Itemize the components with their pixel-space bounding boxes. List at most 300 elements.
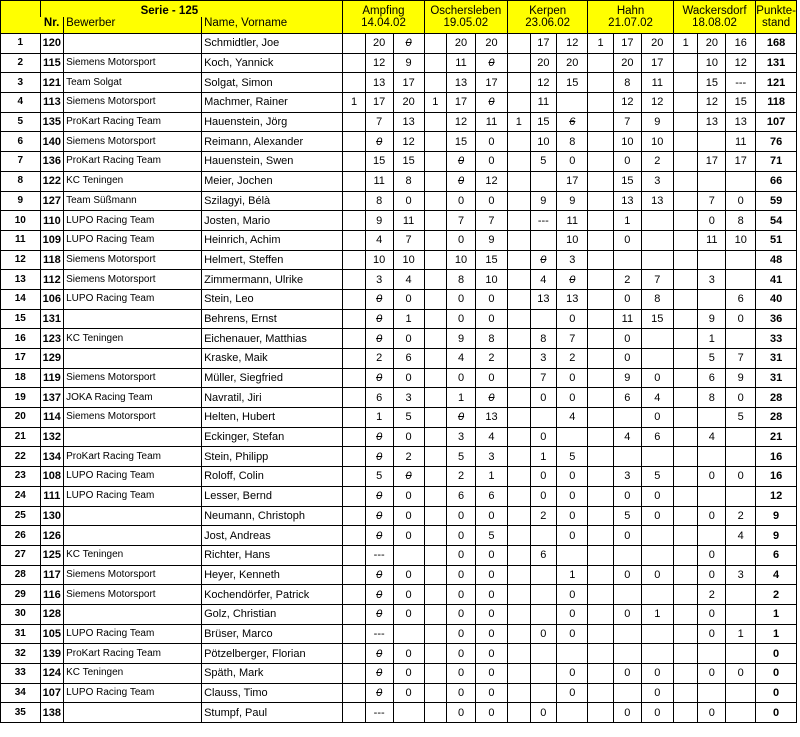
result-cell (588, 545, 614, 565)
result-cell (613, 624, 641, 644)
result-cell (613, 683, 641, 703)
result-cell (530, 230, 557, 250)
result-cell: 0 (557, 309, 588, 329)
result-cell (424, 565, 446, 585)
result-cell (673, 664, 698, 684)
result-cell (588, 526, 614, 546)
result-cell: 8 (475, 329, 507, 349)
result-cell (726, 427, 756, 447)
total-points-cell: 2 (756, 585, 797, 605)
driver-name-cell: Hauenstein, Swen (202, 152, 343, 172)
result-cell (343, 152, 365, 172)
result-cell: 3 (641, 171, 673, 191)
position-cell: 4 (1, 93, 41, 113)
result-cell: 3 (393, 388, 424, 408)
result-cell (673, 604, 698, 624)
position-cell: 20 (1, 408, 41, 428)
result-cell (557, 545, 588, 565)
result-cell: 9 (365, 211, 393, 231)
result-cell (673, 447, 698, 467)
result-cell: 1 (447, 388, 476, 408)
result-cell: 1 (343, 93, 365, 113)
team-cell: Siemens Motorsport (64, 93, 202, 113)
team-cell (64, 604, 202, 624)
result-cell: 0 (557, 152, 588, 172)
result-cell (588, 309, 614, 329)
result-cell: 12 (726, 53, 756, 73)
result-cell (698, 486, 726, 506)
result-cell (508, 270, 530, 290)
result-cell (588, 683, 614, 703)
result-cell: 1 (588, 34, 614, 54)
table-row (1, 545, 797, 565)
total-points-cell: 51 (756, 230, 797, 250)
result-cell: 6 (613, 388, 641, 408)
table-row (1, 664, 797, 684)
result-cell: 8 (613, 73, 641, 93)
result-cell (673, 624, 698, 644)
result-cell (343, 683, 365, 703)
result-cell (673, 565, 698, 585)
result-cell (673, 349, 698, 369)
start-number-cell: 118 (40, 250, 64, 270)
table-row (1, 289, 797, 309)
result-cell (588, 329, 614, 349)
result-cell (588, 171, 614, 191)
position-cell: 13 (1, 270, 41, 290)
result-cell (588, 565, 614, 585)
result-cell (424, 132, 446, 152)
result-cell (343, 211, 365, 231)
driver-name-cell: Eckinger, Stefan (202, 427, 343, 447)
result-cell (588, 585, 614, 605)
result-cell (673, 309, 698, 329)
header-row-top (1, 1, 797, 18)
result-cell: 0 (447, 565, 476, 585)
result-cell: 0 (557, 467, 588, 487)
result-cell (613, 250, 641, 270)
result-cell (673, 329, 698, 349)
result-cell (588, 132, 614, 152)
result-cell (424, 309, 446, 329)
result-cell: 20 (447, 34, 476, 54)
total-points-cell: 1 (756, 624, 797, 644)
table-row (1, 388, 797, 408)
result-cell (530, 664, 557, 684)
result-cell: 13 (698, 112, 726, 132)
result-cell (508, 329, 530, 349)
table-row (1, 703, 797, 723)
result-cell (588, 467, 614, 487)
result-cell (698, 526, 726, 546)
result-cell: 10 (557, 230, 588, 250)
start-number-cell: 111 (40, 486, 64, 506)
team-cell: JOKA Racing Team (64, 388, 202, 408)
result-cell: 0 (475, 683, 507, 703)
result-cell: 0 (557, 604, 588, 624)
result-cell (698, 408, 726, 428)
result-cell: 0 (393, 585, 424, 605)
event-date-hahn: 21.07.02 (588, 17, 674, 34)
start-number-cell: 127 (40, 191, 64, 211)
result-cell: 0 (726, 664, 756, 684)
result-cell (424, 112, 446, 132)
result-cell: 1 (613, 211, 641, 231)
result-cell: 7 (641, 270, 673, 290)
position-cell: 5 (1, 112, 41, 132)
start-number-cell: 106 (40, 289, 64, 309)
table-row (1, 644, 797, 664)
result-cell (343, 427, 365, 447)
result-cell: 2 (393, 447, 424, 467)
team-cell (64, 506, 202, 526)
result-cell: 13 (475, 408, 507, 428)
result-cell: 4 (726, 526, 756, 546)
start-number-cell: 125 (40, 545, 64, 565)
result-cell (508, 664, 530, 684)
result-cell: 16 (726, 34, 756, 54)
table-row (1, 486, 797, 506)
result-cell: 20 (698, 34, 726, 54)
result-cell: 20 (530, 53, 557, 73)
result-cell (673, 408, 698, 428)
driver-name-cell: Späth, Mark (202, 664, 343, 684)
team-cell: Siemens Motorsport (64, 368, 202, 388)
result-cell (557, 93, 588, 113)
start-number-cell: 129 (40, 349, 64, 369)
result-cell: 0 (393, 467, 424, 487)
result-cell: 3 (365, 270, 393, 290)
result-cell (508, 289, 530, 309)
result-cell (343, 664, 365, 684)
result-cell (588, 211, 614, 231)
result-cell (588, 230, 614, 250)
result-cell: 0 (365, 486, 393, 506)
result-cell (613, 545, 641, 565)
result-cell: 0 (530, 388, 557, 408)
result-cell: 1 (530, 447, 557, 467)
start-number-cell: 108 (40, 467, 64, 487)
result-cell: 0 (726, 467, 756, 487)
result-cell: 0 (447, 368, 476, 388)
result-cell: 11 (447, 53, 476, 73)
result-cell: 0 (641, 703, 673, 723)
table-row (1, 132, 797, 152)
result-cell (726, 683, 756, 703)
result-cell (698, 683, 726, 703)
result-cell: 13 (447, 73, 476, 93)
result-cell (673, 467, 698, 487)
result-cell (508, 565, 530, 585)
result-cell (424, 388, 446, 408)
result-cell: 4 (557, 408, 588, 428)
result-cell: 15 (393, 152, 424, 172)
table-row (1, 230, 797, 250)
total-points-cell: 1 (756, 604, 797, 624)
result-cell: 2 (447, 467, 476, 487)
start-number-cell: 139 (40, 644, 64, 664)
result-cell: 0 (447, 683, 476, 703)
result-cell: 12 (393, 132, 424, 152)
result-cell: 10 (726, 230, 756, 250)
result-cell: 0 (393, 565, 424, 585)
result-cell: 0 (475, 132, 507, 152)
driver-name-cell: Pötzelberger, Florian (202, 644, 343, 664)
total-points-cell: 4 (756, 565, 797, 585)
result-cell (588, 408, 614, 428)
result-cell: 12 (698, 93, 726, 113)
result-cell: 0 (475, 506, 507, 526)
result-cell: 2 (613, 270, 641, 290)
result-cell (588, 604, 614, 624)
result-cell: 0 (698, 565, 726, 585)
result-cell: 12 (475, 171, 507, 191)
start-number-cell: 105 (40, 624, 64, 644)
position-cell: 19 (1, 388, 41, 408)
team-cell: KC Teningen (64, 329, 202, 349)
team-cell: KC Teningen (64, 171, 202, 191)
result-cell: 15 (557, 73, 588, 93)
result-cell (588, 73, 614, 93)
driver-name-cell: Helmert, Steffen (202, 250, 343, 270)
driver-name-cell: Meier, Jochen (202, 171, 343, 191)
result-cell: 11 (530, 93, 557, 113)
result-cell: 5 (641, 467, 673, 487)
result-cell (343, 191, 365, 211)
result-cell (726, 644, 756, 664)
position-cell: 9 (1, 191, 41, 211)
result-cell: 0 (365, 644, 393, 664)
result-cell: 0 (557, 388, 588, 408)
result-cell (424, 467, 446, 487)
result-cell: 3 (698, 270, 726, 290)
result-cell (424, 604, 446, 624)
result-cell: 6 (557, 112, 588, 132)
result-cell (343, 565, 365, 585)
table-row (1, 191, 797, 211)
result-cell (588, 447, 614, 467)
event-name-hahn: Hahn (588, 1, 674, 18)
result-cell (343, 644, 365, 664)
result-cell: 13 (557, 289, 588, 309)
result-cell: 0 (557, 664, 588, 684)
team-cell: Siemens Motorsport (64, 250, 202, 270)
result-cell: 0 (447, 506, 476, 526)
result-cell: 0 (557, 368, 588, 388)
result-cell: 11 (613, 309, 641, 329)
result-cell: 5 (475, 526, 507, 546)
result-cell (588, 427, 614, 447)
result-cell (508, 152, 530, 172)
driver-name-cell: Schmidtler, Joe (202, 34, 343, 54)
driver-name-cell: Josten, Mario (202, 211, 343, 231)
result-cell: 6 (698, 368, 726, 388)
header-blank (1, 17, 41, 34)
result-cell (698, 644, 726, 664)
result-cell: 0 (475, 368, 507, 388)
team-cell (64, 34, 202, 54)
position-cell: 17 (1, 349, 41, 369)
result-cell (343, 624, 365, 644)
result-cell: 10 (698, 53, 726, 73)
result-cell: 0 (726, 388, 756, 408)
result-cell: 7 (447, 211, 476, 231)
result-cell: 13 (641, 191, 673, 211)
result-cell (641, 545, 673, 565)
result-cell: 0 (365, 329, 393, 349)
result-cell: 13 (530, 289, 557, 309)
result-cell: 9 (393, 53, 424, 73)
result-cell (726, 703, 756, 723)
result-cell: 0 (475, 93, 507, 113)
total-points-cell: 33 (756, 329, 797, 349)
result-cell (343, 171, 365, 191)
result-cell (508, 624, 530, 644)
total-points-cell: 121 (756, 73, 797, 93)
driver-name-cell: Heinrich, Achim (202, 230, 343, 250)
result-cell: 17 (726, 152, 756, 172)
result-cell: 0 (698, 604, 726, 624)
total-points-cell: 36 (756, 309, 797, 329)
result-cell: 15 (726, 93, 756, 113)
result-cell: 3 (726, 565, 756, 585)
result-cell: 20 (365, 34, 393, 54)
result-cell: 20 (475, 34, 507, 54)
position-cell: 34 (1, 683, 41, 703)
driver-name-cell: Richter, Hans (202, 545, 343, 565)
result-cell: 20 (613, 53, 641, 73)
driver-name-cell: Stumpf, Paul (202, 703, 343, 723)
result-cell: 0 (475, 644, 507, 664)
points-header-2: stand (756, 17, 797, 34)
result-cell (424, 230, 446, 250)
result-cell: 0 (447, 526, 476, 546)
total-points-cell: 66 (756, 171, 797, 191)
result-cell: 0 (447, 309, 476, 329)
event-name-ampfing: Ampfing (343, 1, 424, 18)
result-cell: 3 (530, 349, 557, 369)
result-cell: 0 (613, 349, 641, 369)
table-row (1, 93, 797, 113)
result-cell: 0 (557, 683, 588, 703)
result-cell (588, 703, 614, 723)
result-cell (641, 447, 673, 467)
result-cell: 0 (365, 664, 393, 684)
total-points-cell: 16 (756, 447, 797, 467)
total-points-cell: 0 (756, 703, 797, 723)
result-cell: 0 (698, 703, 726, 723)
result-cell (588, 152, 614, 172)
result-cell (424, 349, 446, 369)
result-cell (673, 132, 698, 152)
result-cell (726, 447, 756, 467)
driver-name-cell: Lesser, Bernd (202, 486, 343, 506)
result-cell (508, 585, 530, 605)
driver-name-cell: Jost, Andreas (202, 526, 343, 546)
total-points-cell: 48 (756, 250, 797, 270)
result-cell: 0 (613, 526, 641, 546)
result-cell: 3 (613, 467, 641, 487)
total-points-cell: 0 (756, 644, 797, 664)
result-cell: 0 (447, 171, 476, 191)
start-number-cell: 140 (40, 132, 64, 152)
result-cell (424, 34, 446, 54)
result-cell: 4 (475, 427, 507, 447)
position-cell: 16 (1, 329, 41, 349)
result-cell: 4 (530, 270, 557, 290)
table-row (1, 526, 797, 546)
result-cell: 11 (726, 132, 756, 152)
result-cell (588, 506, 614, 526)
result-cell (343, 73, 365, 93)
result-cell: 0 (641, 368, 673, 388)
result-cell (673, 171, 698, 191)
total-points-cell: 31 (756, 368, 797, 388)
team-cell (64, 703, 202, 723)
result-cell (424, 73, 446, 93)
result-cell: 0 (530, 250, 557, 270)
result-cell: 4 (641, 388, 673, 408)
result-cell (508, 53, 530, 73)
result-cell: 12 (641, 93, 673, 113)
result-cell (424, 683, 446, 703)
result-cell: 0 (475, 565, 507, 585)
result-cell: 2 (557, 349, 588, 369)
result-cell (343, 132, 365, 152)
result-cell: 0 (530, 467, 557, 487)
team-cell: LUPO Racing Team (64, 230, 202, 250)
team-cell: Siemens Motorsport (64, 53, 202, 73)
result-cell: 0 (447, 664, 476, 684)
driver-name-cell: Koch, Yannick (202, 53, 343, 73)
result-cell: 10 (613, 132, 641, 152)
total-points-cell: 12 (756, 486, 797, 506)
result-cell (508, 73, 530, 93)
result-cell (557, 644, 588, 664)
result-cell: 0 (365, 683, 393, 703)
result-cell (508, 388, 530, 408)
position-cell: 18 (1, 368, 41, 388)
result-cell (508, 349, 530, 369)
table-row (1, 152, 797, 172)
result-cell: 0 (393, 368, 424, 388)
result-cell: 13 (393, 112, 424, 132)
result-cell: 0 (530, 703, 557, 723)
result-cell: 11 (475, 112, 507, 132)
result-cell (698, 250, 726, 270)
total-points-cell: 40 (756, 289, 797, 309)
result-cell: 0 (365, 447, 393, 467)
result-cell (673, 289, 698, 309)
position-cell: 10 (1, 211, 41, 231)
result-cell (343, 270, 365, 290)
table-row (1, 73, 797, 93)
result-cell (588, 289, 614, 309)
total-points-cell: 21 (756, 427, 797, 447)
team-cell: ProKart Racing Team (64, 112, 202, 132)
result-cell: 3 (557, 250, 588, 270)
result-cell: 11 (698, 230, 726, 250)
result-cell: 0 (393, 604, 424, 624)
result-cell: 1 (475, 467, 507, 487)
team-cell (64, 349, 202, 369)
result-cell: 0 (447, 230, 476, 250)
table-row (1, 309, 797, 329)
start-number-cell: 110 (40, 211, 64, 231)
result-cell (673, 152, 698, 172)
result-cell (508, 683, 530, 703)
result-cell (588, 250, 614, 270)
